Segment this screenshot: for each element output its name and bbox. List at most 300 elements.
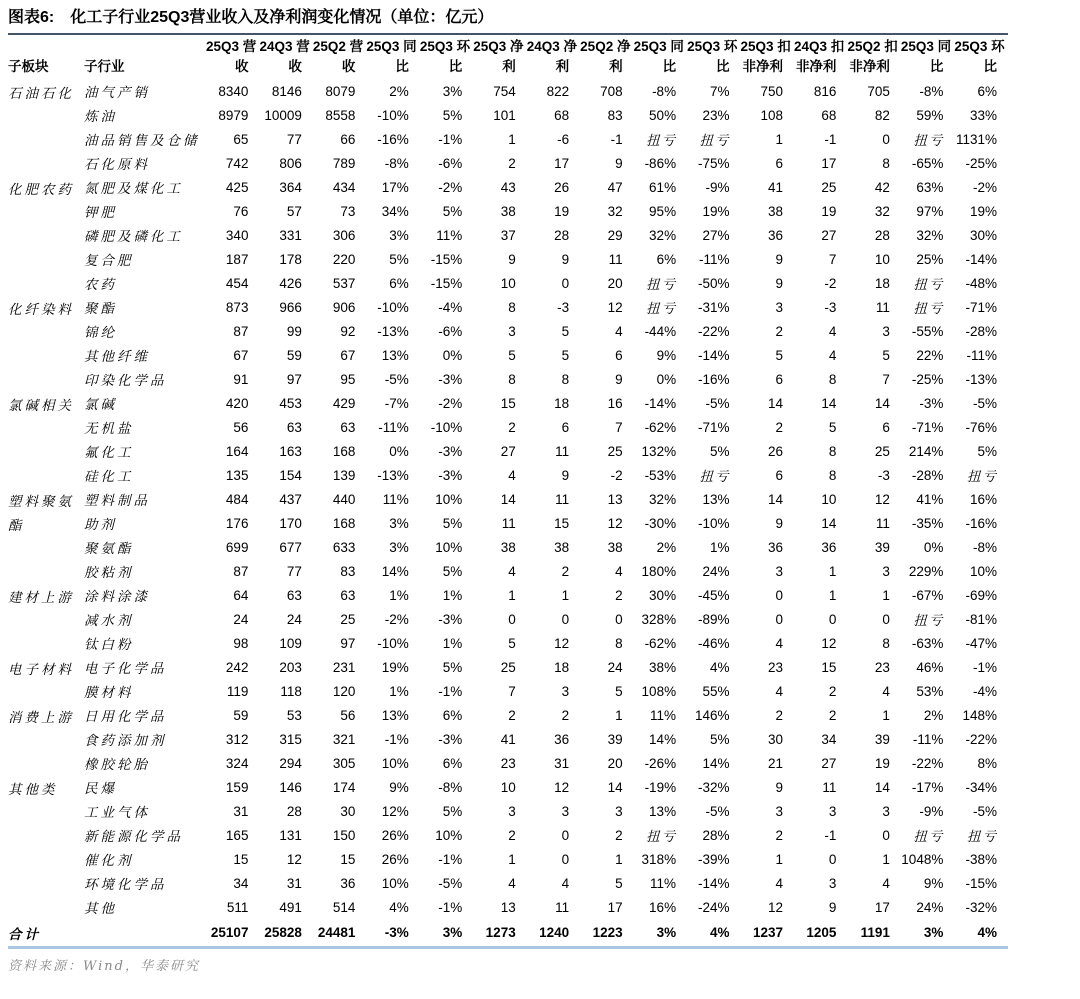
value-cell: 2: [828, 707, 837, 723]
value-cell: 1: [508, 851, 516, 867]
value-cell: 30%: [969, 227, 997, 243]
value-cell: 180%: [641, 563, 677, 579]
value-cell: 966: [279, 299, 302, 315]
industry-cell: 油气产销: [84, 85, 150, 101]
value-cell: 7: [882, 371, 890, 387]
value-cell: 3%: [442, 83, 463, 99]
value-cell: 32%: [649, 227, 677, 243]
value-cell: 3: [775, 803, 783, 819]
value-cell: 6%: [389, 275, 409, 291]
value-cell: 8: [828, 443, 837, 459]
value-cell: 42: [874, 179, 890, 195]
value-cell: 15: [554, 515, 570, 531]
value-cell: 514: [332, 899, 356, 915]
header-cell: 25Q3 营 收: [206, 39, 257, 74]
value-cell: -1%: [438, 851, 463, 867]
value-cell: -89%: [698, 611, 730, 627]
value-cell: 16: [607, 395, 623, 411]
value-cell: 24: [233, 611, 249, 627]
value-cell: 0%: [389, 443, 409, 459]
value-cell: 4: [561, 875, 570, 891]
value-cell: 0: [882, 131, 890, 147]
industry-cell: 复合肥: [84, 253, 134, 269]
value-cell: 484: [225, 491, 249, 507]
value-cell: 99: [286, 323, 302, 339]
value-cell: 11: [875, 299, 890, 315]
value-cell: -3%: [438, 467, 463, 483]
value-cell: 30: [340, 803, 356, 819]
value-cell: 0: [561, 851, 570, 867]
value-cell: 1%: [442, 587, 463, 603]
table-row: [8, 895, 1008, 919]
value-cell: 31: [233, 803, 249, 819]
figure-label: 图表6:: [8, 9, 55, 26]
value-cell: 3%: [389, 539, 409, 555]
table-row: [8, 535, 1008, 559]
value-cell: 39: [874, 539, 890, 555]
value-cell: -25%: [965, 155, 997, 171]
value-cell: 63: [286, 587, 302, 603]
value-cell: 18: [554, 395, 570, 411]
value-cell: -28%: [911, 467, 944, 483]
industry-cell: 聚氨酯: [84, 541, 134, 557]
value-cell: -11%: [699, 251, 730, 267]
value-cell: -50%: [698, 275, 730, 291]
value-cell: -15%: [965, 875, 997, 891]
value-cell: 178: [279, 251, 302, 267]
value-cell: 5%: [977, 443, 997, 459]
value-cell: -47%: [965, 635, 997, 651]
value-cell: 754: [493, 83, 516, 99]
value-cell: 906: [332, 299, 356, 315]
value-cell: 83: [340, 563, 356, 579]
value-cell: 8146: [271, 83, 302, 99]
value-cell: 64: [233, 587, 249, 603]
value-cell: 53%: [916, 683, 944, 699]
value-cell: -69%: [965, 587, 997, 603]
value-cell: 32: [607, 203, 623, 219]
value-cell: 扭亏: [646, 301, 678, 317]
total-value-cell: 1273: [473, 919, 526, 948]
industry-cell: 涂料涂漆: [84, 589, 150, 605]
value-cell: 19: [874, 755, 890, 771]
value-cell: 4%: [389, 899, 409, 915]
value-cell: 174: [332, 779, 356, 795]
value-cell: 453: [279, 395, 302, 411]
value-cell: 59: [233, 707, 249, 723]
value-cell: 11%: [436, 227, 463, 243]
industry-cell: 减水剂: [84, 613, 134, 629]
value-cell: 8558: [325, 107, 356, 123]
value-cell: 2: [561, 563, 570, 579]
value-cell: 8: [615, 635, 623, 651]
value-cell: -14%: [644, 395, 677, 411]
total-value-cell: 3%: [901, 919, 954, 948]
value-cell: 0: [828, 851, 837, 867]
industry-cell: 胶粘剂: [84, 565, 134, 581]
value-cell: 10%: [381, 755, 409, 771]
value-cell: -5%: [705, 803, 730, 819]
value-cell: 0: [828, 611, 837, 627]
value-cell: 98: [233, 635, 249, 651]
value-cell: 47: [607, 179, 623, 195]
value-cell: 63: [340, 587, 356, 603]
value-cell: 1%: [389, 587, 409, 603]
value-cell: 41%: [916, 491, 944, 507]
value-cell: 9: [775, 779, 783, 795]
value-cell: 11: [555, 443, 570, 459]
value-cell: -81%: [965, 611, 997, 627]
value-cell: -3%: [438, 731, 463, 747]
total-value-cell: 1223: [580, 919, 633, 948]
value-cell: 340: [225, 227, 249, 243]
value-cell: 92: [340, 323, 356, 339]
value-cell: -71%: [965, 299, 997, 315]
value-cell: -76%: [965, 419, 997, 435]
value-cell: 23: [500, 755, 516, 771]
value-cell: 95%: [649, 203, 677, 219]
value-cell: -5%: [972, 395, 997, 411]
total-label: 合计: [8, 919, 206, 948]
value-cell: 6%: [442, 707, 463, 723]
value-cell: -3%: [438, 443, 463, 459]
value-cell: 12: [874, 491, 890, 507]
value-cell: 5: [508, 347, 516, 363]
value-cell: 38%: [649, 659, 677, 675]
value-cell: 41: [500, 731, 516, 747]
value-cell: 1: [615, 707, 623, 723]
value-cell: 23: [874, 659, 890, 675]
value-cell: 168: [332, 515, 356, 531]
value-cell: 154: [279, 467, 302, 483]
value-cell: 3: [615, 803, 623, 819]
value-cell: 17%: [381, 179, 409, 195]
value-cell: 9%: [389, 779, 409, 795]
value-cell: 68: [821, 107, 837, 123]
industry-cell: 石化原料: [84, 157, 150, 173]
value-cell: 4: [828, 347, 837, 363]
value-cell: 163: [279, 443, 302, 459]
table-row: [8, 631, 1008, 655]
value-cell: -1: [824, 131, 837, 147]
value-cell: 9: [775, 251, 783, 267]
value-cell: -3%: [438, 371, 463, 387]
table-row: [8, 343, 1008, 367]
table-row: [8, 415, 1008, 439]
value-cell: 11: [608, 251, 623, 267]
total-value-cell: 1191: [847, 919, 900, 948]
value-cell: 27: [821, 227, 837, 243]
value-cell: 12: [767, 899, 783, 915]
value-cell: 14: [607, 779, 623, 795]
value-cell: 13%: [381, 707, 409, 723]
value-cell: 扭亏: [699, 133, 731, 149]
value-cell: 1: [775, 131, 783, 147]
value-cell: -1%: [972, 659, 997, 675]
value-cell: -28%: [965, 323, 997, 339]
value-cell: 6: [775, 155, 783, 171]
value-cell: 214%: [908, 443, 944, 459]
value-cell: 25: [821, 179, 837, 195]
value-cell: 231: [332, 659, 356, 675]
value-cell: 67: [340, 347, 356, 363]
value-cell: -71%: [698, 419, 730, 435]
value-cell: 294: [279, 755, 302, 771]
value-cell: 11: [875, 515, 890, 531]
value-cell: 扭亏: [913, 301, 945, 317]
value-cell: 2: [508, 419, 516, 435]
value-cell: 2%: [656, 539, 677, 555]
value-cell: -16%: [698, 371, 730, 387]
value-cell: 9: [508, 251, 516, 267]
value-cell: 5: [775, 347, 783, 363]
group-cell: 化纤染料: [8, 302, 74, 318]
table-row: [8, 775, 1008, 799]
value-cell: -16%: [965, 515, 997, 531]
value-cell: 11%: [650, 875, 677, 891]
value-cell: 3: [882, 803, 890, 819]
value-cell: 59: [286, 347, 302, 363]
value-cell: 12%: [381, 803, 409, 819]
value-cell: 420: [225, 395, 249, 411]
value-cell: 873: [225, 299, 249, 315]
value-cell: 扭亏: [646, 277, 678, 293]
value-cell: -10%: [377, 299, 409, 315]
value-cell: 20: [607, 275, 623, 291]
value-cell: 331: [279, 227, 302, 243]
value-cell: 22%: [916, 347, 944, 363]
value-cell: 6: [882, 419, 890, 435]
industry-cell: 钾肥: [84, 205, 117, 221]
value-cell: 4: [828, 323, 837, 339]
value-cell: 27%: [702, 227, 730, 243]
value-cell: 10: [821, 491, 837, 507]
value-cell: -86%: [644, 155, 677, 171]
value-cell: 3: [828, 803, 837, 819]
source-note: 资料来源：Wind，华泰研究: [8, 959, 200, 974]
value-cell: 26%: [381, 851, 409, 867]
table-row: [8, 751, 1008, 775]
value-cell: 14: [821, 395, 837, 411]
value-cell: 34%: [381, 203, 409, 219]
total-value-cell: 4%: [687, 919, 740, 948]
value-cell: 10: [500, 275, 516, 291]
value-cell: 5%: [710, 731, 730, 747]
value-cell: -1%: [438, 131, 463, 147]
value-cell: 491: [279, 899, 302, 915]
value-cell: -16%: [377, 131, 409, 147]
value-cell: 10: [500, 779, 516, 795]
value-cell: -6%: [438, 155, 463, 171]
value-cell: 38: [554, 539, 570, 555]
value-cell: 23: [767, 659, 783, 675]
value-cell: 19%: [381, 659, 409, 675]
value-cell: 1%: [710, 539, 730, 555]
value-cell: 119: [226, 683, 249, 699]
table-row: [8, 463, 1008, 487]
value-cell: 7: [615, 419, 623, 435]
value-cell: 36: [767, 539, 783, 555]
value-cell: 56: [233, 419, 249, 435]
value-cell: -14%: [698, 347, 730, 363]
table-row: [8, 487, 1008, 511]
value-cell: 3%: [389, 227, 409, 243]
value-cell: 6: [615, 347, 623, 363]
value-cell: 708: [600, 83, 623, 99]
value-cell: 0: [775, 611, 783, 627]
value-cell: 13%: [381, 347, 409, 363]
value-cell: -2%: [384, 611, 409, 627]
value-cell: 14: [500, 491, 516, 507]
value-cell: 3: [508, 803, 516, 819]
industry-cell: 钛白粉: [84, 637, 134, 653]
value-cell: 131: [279, 827, 302, 843]
value-cell: 0: [561, 827, 570, 843]
value-cell: 65: [233, 131, 249, 147]
value-cell: 165: [225, 827, 249, 843]
value-cell: 108: [760, 107, 783, 123]
value-cell: -30%: [644, 515, 677, 531]
value-cell: 26%: [381, 827, 409, 843]
value-cell: 10%: [435, 539, 463, 555]
value-cell: 扭亏: [699, 469, 731, 485]
value-cell: 1: [882, 851, 890, 867]
value-cell: -1: [824, 827, 837, 843]
value-cell: -17%: [911, 779, 944, 795]
value-cell: 6: [561, 419, 570, 435]
value-cell: -11%: [912, 731, 944, 747]
value-cell: 11%: [382, 491, 409, 507]
value-cell: -48%: [965, 275, 997, 291]
value-cell: 11: [555, 491, 570, 507]
header-cell: 25Q2 扣 非净利: [847, 39, 898, 74]
value-cell: 6%: [442, 755, 463, 771]
value-cell: 4: [508, 563, 516, 579]
table-row: [8, 511, 1008, 535]
value-cell: 699: [225, 539, 249, 555]
value-cell: -32%: [698, 779, 730, 795]
value-cell: 8079: [325, 83, 356, 99]
table-row: [8, 823, 1008, 847]
value-cell: 1: [615, 851, 623, 867]
value-cell: 16%: [969, 491, 997, 507]
value-cell: 1: [508, 587, 516, 603]
value-cell: 6: [775, 371, 783, 387]
value-cell: 13: [500, 899, 516, 915]
value-cell: 24: [607, 659, 623, 675]
value-cell: 17: [607, 899, 623, 915]
value-cell: 4: [775, 635, 783, 651]
value-cell: 132%: [641, 443, 677, 459]
value-cell: -4%: [972, 683, 997, 699]
value-cell: 5%: [389, 251, 409, 267]
value-cell: 32: [874, 203, 890, 219]
table-body: [8, 79, 1008, 948]
industry-cell: 油品销售及仓储: [84, 133, 200, 149]
value-cell: 扭亏: [646, 133, 678, 149]
value-cell: 扭亏: [913, 133, 945, 149]
value-cell: 315: [279, 731, 302, 747]
value-cell: -67%: [911, 587, 944, 603]
header-cell: 24Q3 营 收: [259, 39, 310, 74]
value-cell: 4%: [710, 659, 730, 675]
value-cell: 73: [340, 203, 356, 219]
value-cell: 34: [233, 875, 249, 891]
value-cell: 0: [882, 611, 890, 627]
total-value-cell: 25107: [206, 919, 259, 948]
value-cell: -46%: [698, 635, 730, 651]
table-row: [8, 391, 1008, 415]
value-cell: 135: [225, 467, 249, 483]
industry-cell: 聚酯: [84, 301, 117, 317]
value-cell: 30: [767, 731, 783, 747]
value-cell: -10%: [377, 107, 409, 123]
value-cell: 25: [874, 443, 890, 459]
value-cell: -62%: [644, 419, 677, 435]
value-cell: 120: [332, 683, 356, 699]
value-cell: 5%: [710, 443, 730, 459]
value-cell: 50%: [649, 107, 677, 123]
value-cell: 5: [615, 875, 623, 891]
value-cell: 2: [775, 323, 783, 339]
value-cell: 28: [554, 227, 570, 243]
value-cell: 36: [340, 875, 356, 891]
value-cell: 68: [554, 107, 570, 123]
value-cell: 15: [340, 851, 356, 867]
value-cell: 82: [874, 107, 890, 123]
value-cell: 4: [775, 875, 783, 891]
value-cell: 25: [500, 659, 516, 675]
value-cell: 28%: [702, 827, 730, 843]
group-cell: 塑料聚氨酯: [8, 494, 74, 534]
value-cell: 30%: [649, 587, 677, 603]
value-cell: 1131%: [955, 131, 997, 147]
value-cell: 5: [882, 347, 890, 363]
value-cell: 3: [561, 803, 570, 819]
value-cell: 27: [821, 755, 837, 771]
value-cell: 4: [615, 563, 623, 579]
value-cell: 229%: [908, 563, 944, 579]
table-row: [8, 871, 1008, 895]
value-cell: 170: [279, 515, 302, 531]
value-cell: 28: [874, 227, 890, 243]
industry-cell: 环境化学品: [84, 877, 167, 893]
value-cell: 0%: [923, 539, 944, 555]
value-cell: -71%: [911, 419, 944, 435]
value-cell: 15: [821, 659, 837, 675]
value-cell: 806: [279, 155, 302, 171]
value-cell: -1%: [438, 899, 463, 915]
value-cell: 677: [279, 539, 302, 555]
industry-cell: 助剂: [84, 517, 117, 533]
total-value-cell: -3%: [366, 919, 419, 948]
value-cell: 242: [225, 659, 249, 675]
figure-title: 化工子行业25Q3营业收入及净利润变化情况（单位：亿元）: [70, 9, 494, 26]
industry-cell: 食药添加剂: [84, 733, 167, 749]
value-cell: 53: [286, 707, 302, 723]
value-cell: 3: [775, 299, 783, 315]
value-cell: 3: [882, 563, 890, 579]
value-cell: 31: [286, 875, 302, 891]
value-cell: 63%: [916, 179, 944, 195]
value-cell: 8: [508, 299, 516, 315]
value-cell: -1%: [438, 683, 463, 699]
industry-cell: 氯碱: [84, 397, 117, 413]
table-row: [8, 103, 1008, 127]
value-cell: -4%: [438, 299, 463, 315]
value-cell: -34%: [965, 779, 997, 795]
value-cell: -13%: [965, 371, 997, 387]
